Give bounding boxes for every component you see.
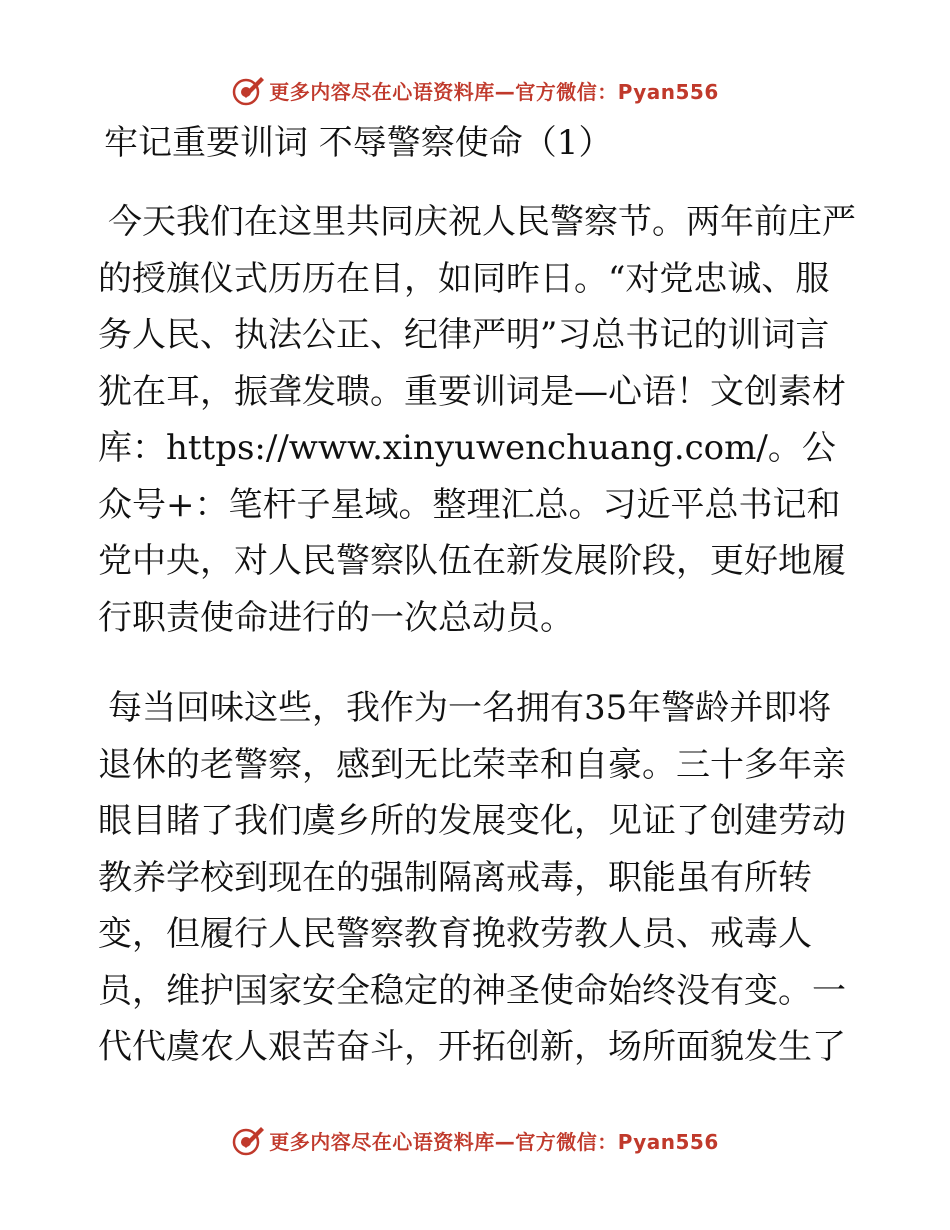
pen-logo-icon bbox=[231, 73, 265, 107]
pen-logo-icon bbox=[231, 1123, 265, 1157]
paragraph-2: 每当回味这些，我作为一名拥有35年警龄并即将退休的老警察，感到无比荣幸和自豪。三十多年亲眼目睹了我们虞乡所的发展变化，见证了创建劳动教养学校到现在的强制隔离戒毒，职能虽有所转变，但履行人民警察教育挽救劳教人员、戒毒人员，维护国家安全稳定的神圣使命始终没有变。一代代虞农人艰苦奋斗，开拓创新，场所面貌发生了 bbox=[98, 688, 846, 1067]
footer-watermark bbox=[0, 1120, 950, 1160]
document-title: 牢记重要训词 不辱警察使命（1） bbox=[104, 123, 613, 163]
header-watermark bbox=[0, 70, 950, 110]
watermark-text: 更多内容尽在心语资料库—官方微信：Pyan556 bbox=[269, 1129, 719, 1154]
watermark-text: 更多内容尽在心语资料库—官方微信：Pyan556 bbox=[269, 79, 719, 104]
paragraph-1: 今天我们在这里共同庆祝人民警察节。两年前庄严的授旗仪式历历在目，如同昨日。“对党忠诚、服务人民、执法公正、纪律严明”习总书记的训词言犹在耳，振聋发聩。重要训词是—心语！文创素材库：https://www.xinyuwenchuang.com/。公众号+：笔杆子星域。整理汇总。习近平总书记和党中央，对人民警察队伍在新发展阶段，更好地履行职责使命进行的一次总动员。 bbox=[98, 202, 856, 638]
